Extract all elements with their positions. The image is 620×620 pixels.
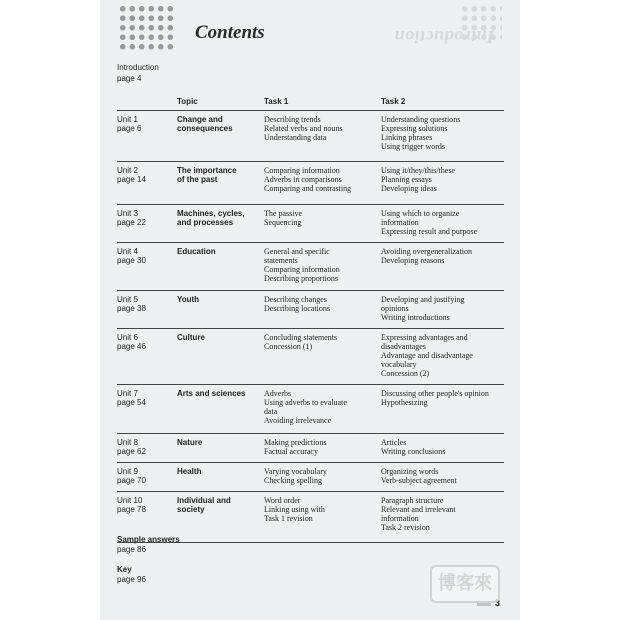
task1-items-line: General and specific xyxy=(264,247,330,256)
unit-page: page 62 xyxy=(117,447,146,456)
task1-items-line: Adverbs in comparisons xyxy=(264,175,342,184)
task1-items xyxy=(264,295,369,313)
unit-page: page 30 xyxy=(117,256,146,265)
unit-number: Unit 10 xyxy=(117,496,143,505)
unit-topic xyxy=(177,496,257,514)
task1-items-line: Adverbs xyxy=(264,389,292,398)
task1-items xyxy=(264,115,369,142)
task2-items-line: Task 2 revision xyxy=(381,523,430,532)
unit-row xyxy=(117,328,504,384)
unit-topic xyxy=(177,115,257,133)
task1-items xyxy=(264,496,369,523)
unit-topic-line: The importance xyxy=(177,166,237,175)
unit-page: page 70 xyxy=(117,476,146,485)
task2-items-line: disadvantages xyxy=(381,342,426,351)
unit-label-cell xyxy=(117,467,146,485)
task1-items-line: Linking using with xyxy=(264,505,325,514)
key-heading: Key xyxy=(117,565,132,574)
unit-row xyxy=(117,242,504,290)
introduction-heading: Introduction xyxy=(117,63,159,72)
task1-items-line: data xyxy=(264,407,278,416)
task2-items-line: Hypothesizing xyxy=(381,398,428,407)
task1-items-line: statements xyxy=(264,256,298,265)
task2-items-line: Articles xyxy=(381,438,407,447)
sample-answers-page: page 86 xyxy=(117,545,146,554)
page-title: Contents xyxy=(195,22,265,43)
task2-items xyxy=(381,247,506,265)
task2-items-line: opinions xyxy=(381,304,409,313)
unit-topic-line: Nature xyxy=(177,438,203,447)
task1-items xyxy=(264,438,369,456)
page-number: 3 xyxy=(477,598,500,608)
task2-items xyxy=(381,438,506,456)
introduction-page: page 4 xyxy=(117,74,142,83)
task2-items-line: Using which to organize xyxy=(381,209,460,218)
unit-number: Unit 1 xyxy=(117,115,138,124)
unit-topic-line: Change and xyxy=(177,115,223,124)
introduction-entry xyxy=(117,62,159,84)
task2-items xyxy=(381,333,506,378)
task1-items-line: Describing changes xyxy=(264,295,327,304)
key-page: page 96 xyxy=(117,575,146,584)
task2-items-line: Paragraph structure xyxy=(381,496,444,505)
task2-items-line: Relevant and irrelevant xyxy=(381,505,456,514)
task2-items xyxy=(381,467,506,485)
unit-topic-line: consequences xyxy=(177,124,233,133)
task2-items xyxy=(381,115,506,151)
unit-topic-line: Education xyxy=(177,247,216,256)
task1-items-line: Using adverbs to evaluate xyxy=(264,398,347,407)
task1-items-line: Describing proportions xyxy=(264,274,338,283)
contents-page xyxy=(100,0,520,620)
task1-items xyxy=(264,467,369,485)
unit-number: Unit 8 xyxy=(117,438,138,447)
key-entry xyxy=(117,565,146,585)
unit-label-cell xyxy=(117,166,146,184)
unit-page: page 14 xyxy=(117,175,146,184)
show-through-heading: Introduction xyxy=(393,27,494,47)
unit-page: page 46 xyxy=(117,342,146,351)
unit-topic-line: of the past xyxy=(177,175,218,184)
task2-items xyxy=(381,209,506,236)
task2-items-line: Writing introductions xyxy=(381,313,450,322)
unit-row xyxy=(117,110,504,161)
unit-page: page 6 xyxy=(117,124,142,133)
task1-items xyxy=(264,166,369,193)
unit-topic xyxy=(177,333,257,342)
unit-number: Unit 4 xyxy=(117,247,138,256)
unit-topic-line: society xyxy=(177,505,205,514)
unit-page: page 38 xyxy=(117,304,146,313)
task1-items xyxy=(264,209,369,227)
task2-items-line: Advantage and disadvantage xyxy=(381,351,473,360)
unit-topic xyxy=(177,438,257,447)
task1-items-line: Comparing and contrasting xyxy=(264,184,352,193)
task2-items xyxy=(381,389,506,407)
unit-label-cell xyxy=(117,247,146,265)
unit-topic xyxy=(177,295,257,304)
task2-items-line: Using it/they/this/these xyxy=(381,166,455,175)
unit-topic-line: Health xyxy=(177,467,202,476)
task1-items-line: Concluding statements xyxy=(264,333,338,342)
unit-row xyxy=(117,462,504,491)
column-header-task2: Task 2 xyxy=(381,97,406,106)
unit-label-cell xyxy=(117,438,146,456)
task2-items-line: Expressing result and purpose xyxy=(381,227,478,236)
unit-label-cell xyxy=(117,496,146,514)
dot-pattern-decoration xyxy=(118,4,174,52)
task1-items-line: Describing locations xyxy=(264,304,330,313)
task2-items-line: Avoiding overgeneralization xyxy=(381,247,473,256)
task2-items-line: Developing ideas xyxy=(381,184,437,193)
unit-topic-line: Culture xyxy=(177,333,205,342)
unit-row xyxy=(117,290,504,328)
unit-row xyxy=(117,384,504,433)
task2-items xyxy=(381,295,506,322)
unit-number: Unit 7 xyxy=(117,389,138,398)
task1-items xyxy=(264,333,369,351)
unit-topic xyxy=(177,247,257,256)
task2-items-line: Planning essays xyxy=(381,175,432,184)
column-header-task1: Task 1 xyxy=(264,97,289,106)
unit-number: Unit 3 xyxy=(117,209,138,218)
sample-answers-heading: Sample answers xyxy=(117,535,180,544)
task1-items-line: Avoiding irrelevance xyxy=(264,416,332,425)
task1-items-line: Factual accuracy xyxy=(264,447,318,456)
unit-number: Unit 2 xyxy=(117,166,138,175)
unit-topic xyxy=(177,389,257,398)
unit-row xyxy=(117,204,504,242)
unit-topic-line: Machines, cycles, xyxy=(177,209,245,218)
unit-topic xyxy=(177,209,257,227)
unit-topic xyxy=(177,166,257,184)
unit-topic-line: Individual and xyxy=(177,496,231,505)
task1-items-line: Word order xyxy=(264,496,301,505)
column-header-topic: Topic xyxy=(177,97,198,106)
unit-label-cell xyxy=(117,115,141,133)
task1-items-line: Comparing information xyxy=(264,166,340,175)
task2-items-line: information xyxy=(381,514,419,523)
unit-row xyxy=(117,433,504,462)
task1-items-line: Checking spelling xyxy=(264,476,322,485)
task2-items-line: Developing and justifying xyxy=(381,295,465,304)
unit-number: Unit 9 xyxy=(117,467,138,476)
task2-items-line: Understanding questions xyxy=(381,115,461,124)
unit-page: page 22 xyxy=(117,218,146,227)
task1-items-line: Making predictions xyxy=(264,438,327,447)
task1-items-line: Related verbs and nouns xyxy=(264,124,343,133)
task2-items-line: Writing conclusions xyxy=(381,447,446,456)
unit-page: page 78 xyxy=(117,505,146,514)
contents-table xyxy=(117,110,504,543)
task1-items-line: Concession (1) xyxy=(264,342,313,351)
task1-items-line: Describing trends xyxy=(264,115,321,124)
task1-items-line: Task 1 revision xyxy=(264,514,313,523)
unit-label-cell xyxy=(117,295,146,313)
unit-label-cell xyxy=(117,333,146,351)
sample-answers-entry xyxy=(117,535,180,555)
unit-row xyxy=(117,161,504,204)
task2-items-line: vocabulary xyxy=(381,360,417,369)
unit-label-cell xyxy=(117,209,146,227)
unit-number: Unit 6 xyxy=(117,333,138,342)
unit-number: Unit 5 xyxy=(117,295,138,304)
task2-items-line: Concession (2) xyxy=(381,369,430,378)
task1-items xyxy=(264,247,369,283)
unit-topic-line: Youth xyxy=(177,295,200,304)
task2-items-line: Using trigger words xyxy=(381,142,445,151)
unit-topic-line: Arts and sciences xyxy=(177,389,246,398)
task1-items-line: Comparing information xyxy=(264,265,340,274)
unit-page: page 54 xyxy=(117,398,146,407)
task2-items-line: information xyxy=(381,218,419,227)
task2-items-line: Expressing advantages and xyxy=(381,333,468,342)
task1-items-line: The passive xyxy=(264,209,302,218)
task2-items xyxy=(381,496,506,532)
task2-items-line: Verb-subject agreement xyxy=(381,476,457,485)
task1-items-line: Sequencing xyxy=(264,218,302,227)
watermark-stamp: 博客來 xyxy=(430,565,500,603)
task2-items-line: Expressing solutions xyxy=(381,124,448,133)
task1-items xyxy=(264,389,369,425)
task1-items-line: Varying vocabulary xyxy=(264,467,327,476)
unit-topic-line: and processes xyxy=(177,218,234,227)
task1-items-line: Understanding data xyxy=(264,133,327,142)
task2-items-line: Discussing other people's opinion xyxy=(381,389,489,398)
unit-topic xyxy=(177,467,257,476)
task2-items xyxy=(381,166,506,193)
task2-items-line: Developing reasons xyxy=(381,256,445,265)
task2-items-line: Linking phrases xyxy=(381,133,433,142)
task2-items-line: Organizing words xyxy=(381,467,439,476)
unit-label-cell xyxy=(117,389,146,407)
